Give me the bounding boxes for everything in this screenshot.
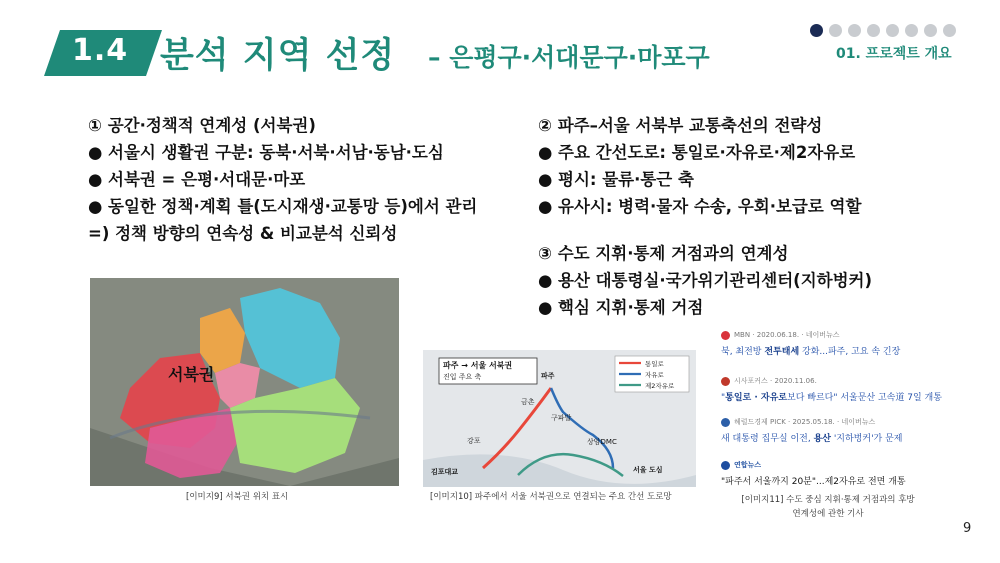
list-item: ● 주요 간선도로: 통일로·자유로·제2자유로 <box>538 143 856 162</box>
image-caption: [이미지11] 수도 중심 지휘·통제 거점과의 후방 연계성에 관한 기사 <box>741 495 915 519</box>
list-item: ● 서울시 생활권 구분: 동북·서북·서남·동남·도심 <box>88 143 444 162</box>
list-item: ● 평시: 물류·통근 축 <box>538 170 694 189</box>
page-number: 9 <box>963 521 972 536</box>
progress-dot-active <box>810 24 823 37</box>
place-label: 상암DMC <box>587 438 617 446</box>
news-source-icon <box>721 418 730 427</box>
block-heading: ② 파주–서울 서북부 교통축선의 전략성 <box>538 116 823 135</box>
image-caption: [이미지10] 파주에서 서울 서북권으로 연결되는 주요 간선 도로망 <box>430 492 672 502</box>
place-label: 강포 <box>467 437 481 445</box>
page-title: 분석 지역 선정 <box>160 36 396 76</box>
news-source-icon <box>721 331 730 340</box>
place-label: 금촌 <box>521 398 535 406</box>
transport-axis-block <box>538 112 861 220</box>
block-conclusion: =) 정책 방향의 연속성 & 비교분석 신뢰성 <box>88 224 398 243</box>
news-headline[interactable]: "파주서 서울까지 20분"...제2자유로 전면 개통 <box>721 477 906 487</box>
section-label: 01. 프로젝트 개요 <box>836 46 952 62</box>
news-item[interactable]: 헤럴드경제 PICK · 2025.05.18. · 네이버뉴스 새 대통령 집무실 이전, 용산 '지하벙커'가 문제 <box>721 418 903 444</box>
news-item[interactable]: MBN · 2020.06.18. · 네이버뉴스 북, 최전방 전투태세 강화...파주, 고요 속 긴장 <box>721 331 901 357</box>
northwest-region-label: 서북권 <box>168 365 215 384</box>
block-heading: ① 공간·정책적 연계성 (서북권) <box>88 116 316 135</box>
image-caption: [이미지9] 서북권 위치 표시 <box>186 492 289 502</box>
progress-dot <box>829 24 842 37</box>
transport-route-map <box>423 350 696 487</box>
list-item: ● 동일한 정책·계획 틀(도시재생·교통망 등)에서 관리 <box>88 197 478 216</box>
legend-label: 제2자유로 <box>645 382 675 390</box>
legend-label: 통일로 <box>645 360 664 368</box>
progress-dots <box>810 24 956 37</box>
news-headline[interactable]: 북, 최전방 전투태세 강화...파주, 고요 속 긴장 <box>721 347 901 357</box>
progress-dot <box>867 24 880 37</box>
list-item: ● 핵심 지휘·통제 거점 <box>538 298 704 317</box>
place-label: 구파발 <box>551 414 572 422</box>
news-item[interactable]: 연합뉴스 "파주서 서울까지 20분"...제2자유로 전면 개통 <box>721 461 906 487</box>
progress-dot <box>905 24 918 37</box>
progress-dot <box>943 24 956 37</box>
news-source-icon <box>721 461 730 470</box>
block-heading: ③ 수도 지휘·통제 거점과의 연계성 <box>538 244 789 263</box>
news-source-icon <box>721 377 730 386</box>
news-item[interactable]: 시사포커스 · 2020.11.06. "통일로 · 자유로보다 빠르다" 서울문산 고속道 7일 개통 <box>721 377 942 403</box>
place-label: 서울 도심 <box>633 466 663 474</box>
list-item: ● 용산 대통령실·국가위기관리센터(지하벙커) <box>538 271 872 290</box>
legend-label: 자유로 <box>645 371 664 379</box>
list-item: ● 서북권 = 은평·서대문·마포 <box>88 170 306 189</box>
place-label: 김포대교 <box>431 468 459 476</box>
map-title-line1: 파주 → 서울 서북권 <box>443 361 513 370</box>
spatial-policy-block <box>88 112 477 247</box>
news-headline[interactable]: 새 대통령 집무실 이전, 용산 '지하벙커'가 문제 <box>721 434 903 444</box>
place-label: 파주 <box>541 372 555 380</box>
progress-dot <box>848 24 861 37</box>
news-headline[interactable]: "통일로 · 자유로보다 빠르다" 서울문산 고속道 7일 개통 <box>721 393 942 403</box>
section-number: 1.4 <box>72 33 129 68</box>
page-subtitle: – 은평구·서대문구·마포구 <box>428 43 710 72</box>
progress-dot <box>886 24 899 37</box>
map-title-line2: 진입 주요 축 <box>443 373 482 381</box>
command-hub-block <box>538 240 872 321</box>
progress-dot <box>924 24 937 37</box>
seoul-district-map <box>90 278 399 486</box>
list-item: ● 유사시: 병력·물자 수송, 우회·보급로 역할 <box>538 197 862 216</box>
